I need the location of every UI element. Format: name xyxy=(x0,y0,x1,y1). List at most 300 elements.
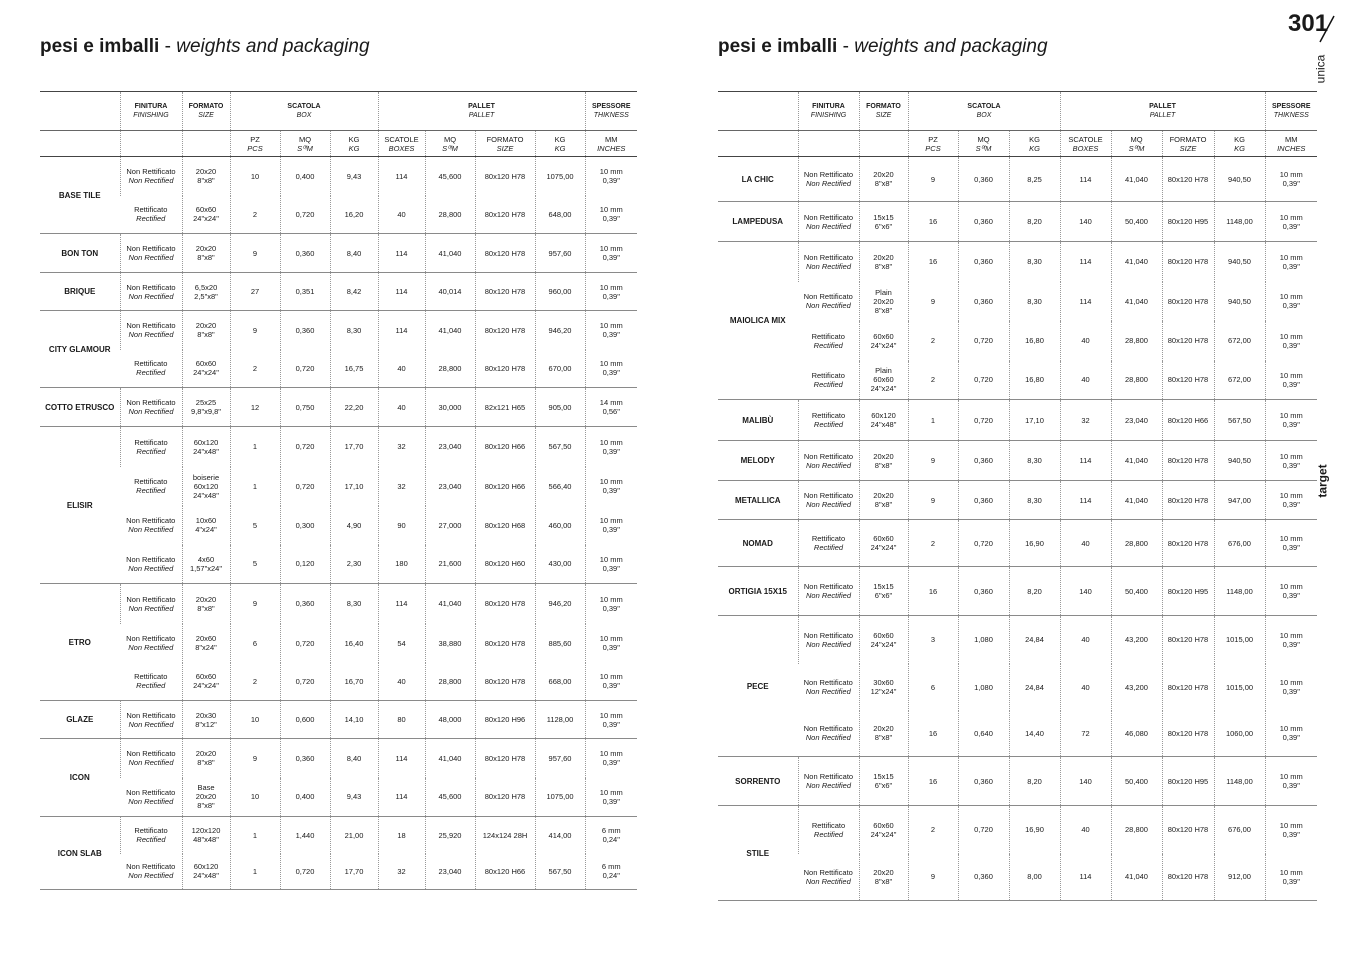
thickness-inches: 0,39" xyxy=(1282,829,1300,839)
box-sqm-cell: 0,300 xyxy=(280,506,330,545)
size-cell xyxy=(182,506,230,545)
header-sqm: S⁰ᶠM xyxy=(297,143,313,153)
pallet-kg-cell: 1075,00 xyxy=(535,157,585,196)
finishing-cell xyxy=(120,778,182,817)
header-pz: PZ xyxy=(250,134,260,144)
pallet-kg-cell: 567,50 xyxy=(535,427,585,467)
thickness-cell xyxy=(585,350,637,388)
pallet-boxes-cell: 72 xyxy=(1060,711,1111,757)
size-line: 8"x8" xyxy=(197,801,215,811)
size-line: 24"x48" xyxy=(870,420,897,429)
size-line: 4x60 xyxy=(197,554,215,564)
size-line: 24"x24" xyxy=(193,368,219,378)
box-kg-cell: 8,30 xyxy=(1009,481,1060,520)
size-line: 24"x24" xyxy=(193,214,219,224)
pallet-kg-cell: 414,00 xyxy=(535,817,585,854)
product-group xyxy=(718,806,1317,901)
pieces-cell: 9 xyxy=(230,739,280,778)
product-name: SORRENTO xyxy=(735,776,781,786)
pallet-boxes-cell: 32 xyxy=(378,467,425,506)
finishing-en: Non Rectified xyxy=(128,758,174,768)
box-sqm-cell: 0,400 xyxy=(280,778,330,817)
thickness-inches: 0,39" xyxy=(602,214,620,224)
weights-table-right xyxy=(718,91,1317,901)
pallet-sqm-cell: 45,600 xyxy=(425,778,475,817)
product-name: PECE xyxy=(746,681,769,691)
header-formato: FORMATO xyxy=(188,103,224,110)
pallet-format-cell: 80x120 H95 xyxy=(1162,202,1214,242)
table-row xyxy=(718,520,1317,567)
size-line: 30x60 xyxy=(873,678,894,687)
finishing-cell xyxy=(120,467,182,506)
finishing-en: Non Rectified xyxy=(805,179,852,188)
thickness-mm: 10 mm xyxy=(1279,582,1303,591)
pieces-cell: 2 xyxy=(230,196,280,234)
box-sqm-cell: 0,720 xyxy=(280,854,330,890)
size-cell xyxy=(182,545,230,584)
pallet-format-cell: 82x121 H65 xyxy=(475,388,535,427)
size-line: 20x20 xyxy=(873,451,894,461)
pallet-sqm-cell: 28,800 xyxy=(425,350,475,388)
pallet-format-cell: 80x120 H78 xyxy=(1162,520,1214,567)
size-cell xyxy=(859,157,908,202)
header-spessore: SPESSORE xyxy=(1272,103,1311,110)
pieces-cell: 16 xyxy=(908,711,958,757)
table-row xyxy=(40,234,637,273)
header-row-sub xyxy=(40,131,637,157)
pallet-format-cell: 80x120 H78 xyxy=(1162,664,1214,711)
box-kg-cell: 8,40 xyxy=(330,234,378,273)
box-sqm-cell: 0,360 xyxy=(958,157,1009,202)
pallet-kg-cell: 1148,00 xyxy=(1214,202,1265,242)
pieces-cell: 9 xyxy=(908,157,958,202)
box-sqm-cell: 0,360 xyxy=(958,567,1009,616)
header-inches: INCHES xyxy=(597,143,626,153)
box-sqm-cell: 0,720 xyxy=(280,427,330,467)
pieces-cell: 9 xyxy=(230,234,280,273)
box-kg-cell: 2,30 xyxy=(330,545,378,584)
finishing-en: Non Rectified xyxy=(128,603,174,613)
size-line: 8"x12" xyxy=(195,719,217,729)
box-kg-cell: 16,90 xyxy=(1009,520,1060,567)
box-sqm-cell: 0,120 xyxy=(280,545,330,584)
size-line: 8"x8" xyxy=(197,176,215,186)
thickness-inches: 0,56" xyxy=(602,407,620,416)
finishing-cell xyxy=(798,854,859,901)
thickness-inches: 0,39" xyxy=(602,253,620,262)
table-row xyxy=(718,481,1317,520)
pallet-boxes-cell: 40 xyxy=(378,196,425,234)
header-pcs: PCS xyxy=(925,143,941,153)
finishing-en: Non Rectified xyxy=(805,460,852,470)
pieces-cell: 5 xyxy=(230,506,280,545)
product-group xyxy=(718,157,1317,202)
finishing-en: Rectified xyxy=(136,835,166,845)
pallet-sqm-cell: 43,200 xyxy=(1111,616,1162,664)
thickness-inches: 0,39" xyxy=(602,525,620,534)
pallet-format-cell: 80x120 H78 xyxy=(475,584,535,624)
box-sqm-cell: 0,351 xyxy=(280,273,330,311)
finishing-cell xyxy=(798,400,859,441)
box-kg-cell: 24,84 xyxy=(1009,616,1060,664)
pallet-sqm-cell: 41,040 xyxy=(1111,441,1162,481)
product-name: COTTO ETRUSCO xyxy=(45,402,115,412)
product-group xyxy=(40,388,637,427)
header-kg-en: KG xyxy=(1029,143,1040,153)
product-group xyxy=(718,202,1317,242)
finishing-cell xyxy=(798,321,859,361)
box-sqm-cell: 0,720 xyxy=(280,663,330,701)
finishing-cell xyxy=(120,157,182,196)
table-row xyxy=(718,567,1317,616)
thickness-cell xyxy=(1265,321,1317,361)
finishing-cell xyxy=(120,350,182,388)
pallet-format-cell: 80x120 H66 xyxy=(475,854,535,890)
title-sub: weights and packaging xyxy=(176,36,370,57)
size-line: 8"x8" xyxy=(874,733,893,743)
finishing-cell xyxy=(120,273,182,311)
finishing-it: Rettificato xyxy=(134,477,168,486)
box-kg-cell: 16,80 xyxy=(1009,321,1060,361)
pieces-cell: 10 xyxy=(230,701,280,739)
pallet-kg-cell: 1148,00 xyxy=(1214,757,1265,806)
pallet-kg-cell: 940,50 xyxy=(1214,282,1265,321)
size-cell xyxy=(859,481,908,520)
finishing-cell xyxy=(798,481,859,520)
pallet-format-cell: 80x120 H78 xyxy=(475,157,535,196)
pallet-kg-cell: 1015,00 xyxy=(1214,664,1265,711)
table-row xyxy=(718,321,1317,361)
thickness-mm: 10 mm xyxy=(1279,212,1303,222)
size-line: 20x20 xyxy=(873,170,894,179)
header-pallet-en: PALLET xyxy=(468,112,495,119)
pallet-sqm-cell: 41,040 xyxy=(425,311,475,350)
size-line: 24"x24" xyxy=(870,639,897,649)
header-row-main xyxy=(40,92,637,131)
box-sqm-cell: 0,360 xyxy=(280,584,330,624)
pieces-cell: 9 xyxy=(908,481,958,520)
pallet-kg-cell: 885,60 xyxy=(535,624,585,663)
pallet-boxes-cell: 40 xyxy=(378,388,425,427)
size-cell xyxy=(859,567,908,616)
pieces-cell: 2 xyxy=(908,520,958,567)
pallet-kg-cell: 946,20 xyxy=(535,311,585,350)
finishing-it: Non Rettificato xyxy=(803,292,853,301)
finishing-cell xyxy=(798,242,859,282)
thickness-cell xyxy=(1265,202,1317,242)
pallet-format-cell: 80x120 H78 xyxy=(475,663,535,701)
box-kg-cell: 16,40 xyxy=(330,624,378,663)
finishing-it: Rettificato xyxy=(811,411,846,420)
size-line: 20x20 xyxy=(195,321,217,331)
page-title xyxy=(40,36,370,58)
finishing-it: Non Rettificato xyxy=(126,167,176,177)
table-row xyxy=(718,361,1317,400)
thickness-mm: 10 mm xyxy=(1279,252,1303,262)
pallet-format-cell: 80x120 H78 xyxy=(475,273,535,311)
size-cell xyxy=(182,157,230,196)
thickness-cell xyxy=(585,854,637,890)
finishing-en: Rectified xyxy=(813,829,844,839)
thickness-mm: 10 mm xyxy=(599,710,623,720)
size-cell xyxy=(859,711,908,757)
thickness-mm: 10 mm xyxy=(1279,292,1303,301)
pieces-cell: 16 xyxy=(908,202,958,242)
product-name: BASE TILE xyxy=(58,190,101,200)
finishing-en: Non Rectified xyxy=(128,719,174,729)
thickness-inches: 0,39" xyxy=(1282,781,1300,790)
pallet-sqm-cell: 41,040 xyxy=(1111,282,1162,321)
pallet-kg-cell: 670,00 xyxy=(535,350,585,388)
header-mm: MM xyxy=(1285,134,1298,144)
size-line: 8"x24" xyxy=(195,643,217,652)
header-scatola: SCATOLA xyxy=(287,103,321,110)
pallet-format-cell: 80x120 H78 xyxy=(475,624,535,663)
product-group xyxy=(718,400,1317,441)
product-group xyxy=(718,567,1317,616)
size-line: 20x20 xyxy=(195,167,217,177)
pieces-cell: 5 xyxy=(230,545,280,584)
finishing-en: Non Rectified xyxy=(128,643,174,652)
thickness-cell xyxy=(585,739,637,778)
thickness-cell xyxy=(585,584,637,624)
pallet-format-cell: 80x120 H78 xyxy=(475,311,535,350)
pieces-cell: 16 xyxy=(908,242,958,282)
pallet-kg-cell: 940,50 xyxy=(1214,157,1265,202)
header-box: BOX xyxy=(976,112,992,119)
size-cell xyxy=(182,196,230,234)
finishing-en: Non Rectified xyxy=(805,781,852,790)
box-sqm-cell: 0,360 xyxy=(958,242,1009,282)
header-spessore: SPESSORE xyxy=(592,103,631,110)
pallet-kg-cell: 940,50 xyxy=(1214,441,1265,481)
thickness-inches: 0,39" xyxy=(1282,460,1300,470)
box-sqm-cell: 0,720 xyxy=(280,350,330,388)
pallet-sqm-cell: 23,040 xyxy=(1111,400,1162,441)
table-row xyxy=(40,545,637,584)
pallet-kg-cell: 567,50 xyxy=(535,854,585,890)
size-cell xyxy=(859,400,908,441)
finishing-en: Non Rectified xyxy=(805,591,852,600)
thickness-inches: 0,24" xyxy=(602,871,620,881)
thickness-mm: 10 mm xyxy=(599,359,623,369)
finishing-it: Non Rettificato xyxy=(126,282,176,292)
size-line: 8"x8" xyxy=(197,253,215,262)
pallet-sqm-cell: 50,400 xyxy=(1111,757,1162,806)
pallet-boxes-cell: 40 xyxy=(378,350,425,388)
size-cell xyxy=(859,242,908,282)
pallet-format-cell: 80x120 H78 xyxy=(1162,157,1214,202)
size-line: 20x20 xyxy=(195,594,217,604)
size-line: 6"x6" xyxy=(874,781,893,790)
size-line: 8"x8" xyxy=(197,603,215,613)
finishing-en: Non Rectified xyxy=(805,261,852,271)
product-group xyxy=(40,427,637,584)
finishing-en: Non Rectified xyxy=(128,525,174,534)
thickness-mm: 10 mm xyxy=(599,516,623,525)
product-name: ETRO xyxy=(68,637,91,647)
header-pallet-formato: FORMATO xyxy=(486,134,524,144)
product-group xyxy=(40,817,637,890)
finishing-it: Non Rettificato xyxy=(126,787,176,797)
finishing-cell xyxy=(798,520,859,567)
finishing-en: Rectified xyxy=(136,486,166,495)
finishing-it: Non Rettificato xyxy=(803,491,854,500)
size-line: 20x30 xyxy=(195,710,217,720)
thickness-mm: 10 mm xyxy=(1279,170,1303,179)
thickness-mm: 10 mm xyxy=(599,749,623,759)
size-cell xyxy=(859,441,908,481)
pallet-kg-cell: 1148,00 xyxy=(1214,567,1265,616)
table-row xyxy=(40,467,637,506)
pallet-boxes-cell: 114 xyxy=(1060,242,1111,282)
thickness-mm: 10 mm xyxy=(599,477,623,486)
pallet-kg-cell: 1128,00 xyxy=(535,701,585,739)
header-boxes: BOXES xyxy=(1072,143,1099,153)
thickness-inches: 0,39" xyxy=(602,643,620,652)
header-formato: FORMATO xyxy=(866,103,901,110)
box-sqm-cell: 0,720 xyxy=(280,624,330,663)
pallet-sqm-cell: 45,600 xyxy=(425,157,475,196)
header-pallet-mq: MQ xyxy=(1130,134,1143,144)
thickness-inches: 0,39" xyxy=(602,446,620,456)
pallet-sqm-cell: 40,014 xyxy=(425,273,475,311)
finishing-it: Non Rettificato xyxy=(126,634,176,643)
product-group xyxy=(718,481,1317,520)
header-pallet-kg: KG xyxy=(554,134,566,144)
pallet-boxes-cell: 114 xyxy=(378,778,425,817)
thickness-mm: 10 mm xyxy=(1279,630,1303,640)
pallet-boxes-cell: 40 xyxy=(1060,806,1111,854)
finishing-cell xyxy=(798,711,859,757)
pallet-sqm-cell: 38,880 xyxy=(425,624,475,663)
pallet-boxes-cell: 114 xyxy=(1060,282,1111,321)
pallet-kg-cell: 905,00 xyxy=(535,388,585,427)
pallet-sqm-cell: 28,800 xyxy=(1111,361,1162,400)
product-group xyxy=(40,157,637,234)
box-sqm-cell: 1,080 xyxy=(958,616,1009,664)
box-kg-cell: 16,70 xyxy=(330,663,378,701)
finishing-cell xyxy=(120,817,182,854)
table-row xyxy=(40,506,637,545)
thickness-cell xyxy=(1265,806,1317,854)
header-box: BOX xyxy=(296,112,312,119)
table-row xyxy=(718,242,1317,282)
finishing-en: Non Rectified xyxy=(805,639,852,649)
pallet-sqm-cell: 27,000 xyxy=(425,506,475,545)
pallet-boxes-cell: 140 xyxy=(1060,202,1111,242)
box-kg-cell: 16,75 xyxy=(330,350,378,388)
thickness-cell xyxy=(585,624,637,663)
header-mm: MM xyxy=(605,134,618,144)
box-sqm-cell: 1,080 xyxy=(958,664,1009,711)
finishing-it: Non Rettificato xyxy=(803,170,854,179)
pieces-cell: 1 xyxy=(230,467,280,506)
pallet-boxes-cell: 40 xyxy=(1060,321,1111,361)
size-line: 24"x48" xyxy=(193,446,219,456)
box-kg-cell: 8,20 xyxy=(1009,567,1060,616)
finishing-it: Non Rettificato xyxy=(126,321,176,331)
pallet-boxes-cell: 114 xyxy=(1060,854,1111,901)
finishing-it: Rettificato xyxy=(134,826,168,836)
finishing-cell xyxy=(120,584,182,624)
thickness-mm: 10 mm xyxy=(599,594,623,604)
box-kg-cell: 22,20 xyxy=(330,388,378,427)
pallet-format-cell: 80x120 H78 xyxy=(475,196,535,234)
product-group xyxy=(718,242,1317,400)
product-name: BON TON xyxy=(61,248,99,258)
pallet-format-cell: 80x120 H78 xyxy=(1162,481,1214,520)
thickness-inches: 0,39" xyxy=(602,176,620,186)
size-cell xyxy=(182,663,230,701)
thickness-cell xyxy=(1265,664,1317,711)
finishing-en: Non Rectified xyxy=(128,253,174,262)
thickness-cell xyxy=(1265,242,1317,282)
pieces-cell: 1 xyxy=(908,400,958,441)
table-row xyxy=(718,806,1317,854)
box-kg-cell: 21,00 xyxy=(330,817,378,854)
pallet-kg-cell: 672,00 xyxy=(1214,321,1265,361)
pallet-boxes-cell: 114 xyxy=(1060,441,1111,481)
size-cell xyxy=(182,778,230,817)
finishing-it: Non Rettificato xyxy=(803,772,854,781)
pallet-boxes-cell: 32 xyxy=(378,427,425,467)
header-row-main xyxy=(718,92,1317,131)
pallet-format-cell: 80x120 H78 xyxy=(475,234,535,273)
size-line: 15x15 xyxy=(873,212,894,222)
size-cell xyxy=(182,234,230,273)
pallet-kg-cell: 676,00 xyxy=(1214,806,1265,854)
finishing-cell xyxy=(120,234,182,273)
pallet-boxes-cell: 114 xyxy=(378,157,425,196)
header-kg: KG xyxy=(1029,134,1040,144)
size-line: Plain xyxy=(875,287,892,297)
finishing-en: Non Rectified xyxy=(128,407,174,416)
finishing-it: Rettificato xyxy=(811,820,846,830)
box-kg-cell: 8,30 xyxy=(1009,242,1060,282)
thickness-mm: 10 mm xyxy=(599,554,623,564)
table-row xyxy=(40,624,637,663)
finishing-cell xyxy=(798,361,859,400)
box-sqm-cell: 0,720 xyxy=(280,196,330,234)
box-sqm-cell: 0,720 xyxy=(958,520,1009,567)
pallet-format-cell: 80x120 H78 xyxy=(1162,361,1214,400)
pallet-kg-cell: 960,00 xyxy=(535,273,585,311)
table-row xyxy=(40,701,637,739)
header-pz: PZ xyxy=(928,134,938,144)
pieces-cell: 6 xyxy=(230,624,280,663)
table-row xyxy=(718,441,1317,481)
box-kg-cell: 8,40 xyxy=(330,739,378,778)
title-separator: - xyxy=(159,36,177,57)
table-row xyxy=(40,350,637,388)
pallet-kg-cell: 676,00 xyxy=(1214,520,1265,567)
thickness-cell xyxy=(1265,441,1317,481)
table-row xyxy=(718,757,1317,806)
box-kg-cell: 9,43 xyxy=(330,157,378,196)
pallet-boxes-cell: 140 xyxy=(1060,567,1111,616)
finishing-en: Non Rectified xyxy=(128,871,174,881)
size-line: 60x60 xyxy=(195,205,217,215)
size-cell xyxy=(182,467,230,506)
box-kg-cell: 17,10 xyxy=(330,467,378,506)
size-line: 4"x24" xyxy=(195,525,217,534)
table-row xyxy=(40,584,637,624)
product-name: MALIBÙ xyxy=(742,415,774,425)
thickness-cell xyxy=(585,701,637,739)
header-mq: MQ xyxy=(977,134,990,144)
box-kg-cell: 8,30 xyxy=(1009,282,1060,321)
